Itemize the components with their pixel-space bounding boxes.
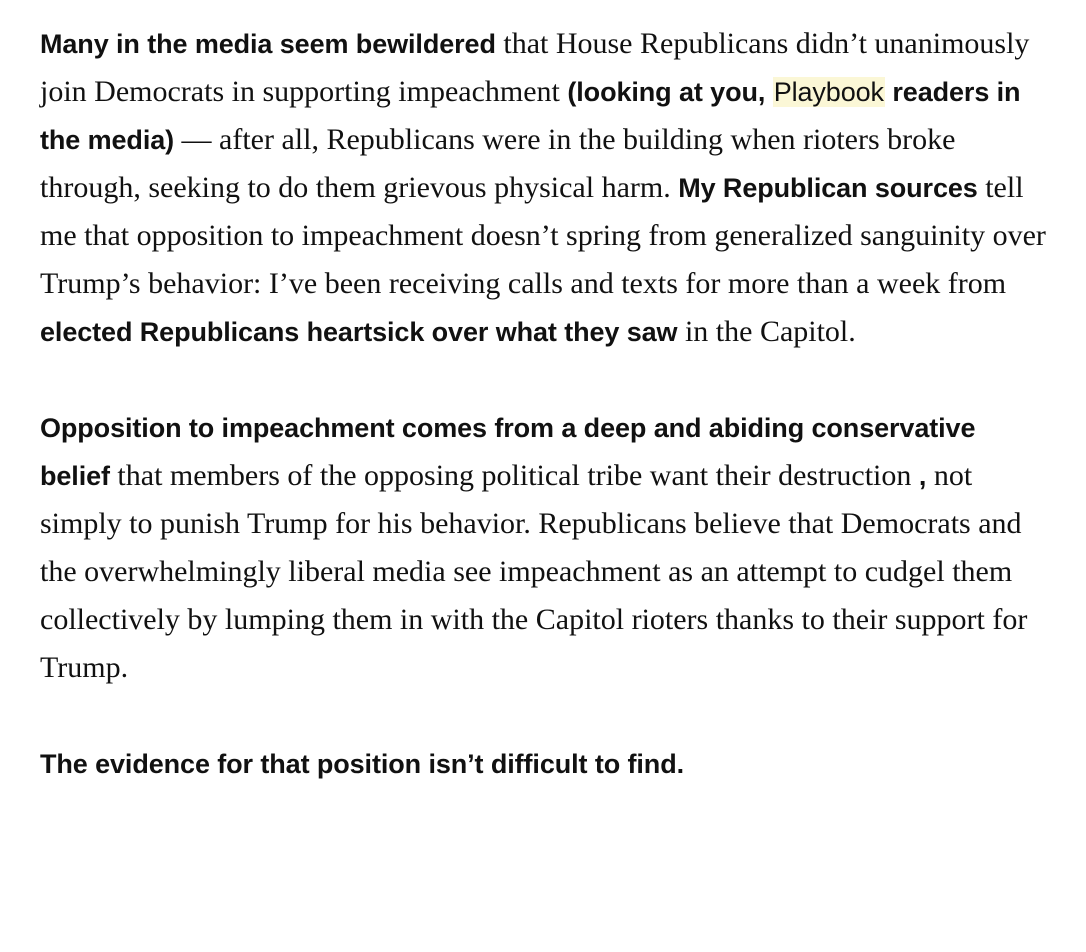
body-text: tell me that opposition to impeachment doesn’t spring from generalized sanguinity over Trump’s behavior: I’ve been receiving calls and texts for more than a week from xyxy=(40,171,1046,300)
bold-phrase: Opposition to impeachment comes from a deep and abiding conservative belief xyxy=(40,413,976,491)
paragraph-3 xyxy=(40,740,1050,788)
paragraph-1 xyxy=(40,20,1050,356)
bold-phrase: readers in the media) xyxy=(40,77,1021,155)
bold-phrase: The evidence for that position isn’t difficult to find. xyxy=(40,749,684,779)
paragraph-2 xyxy=(40,404,1050,692)
body-text: that members of the opposing political tribe want their destruction xyxy=(109,459,919,492)
bold-phrase: My Republican sources xyxy=(678,173,978,203)
body-text: that House Republicans didn’t unanimously join Democrats in supporting impeachment xyxy=(40,27,1030,108)
bold-phrase: , xyxy=(918,461,927,491)
bold-phrase: Many in the media seem bewildered xyxy=(40,29,496,59)
bold-phrase: (looking at you, xyxy=(567,77,773,107)
body-text: — after all, Republicans were in the building when rioters broke through, seeking to do them grievous physical harm. xyxy=(40,123,956,204)
bold-phrase: elected Republicans heartsick over what they saw xyxy=(40,317,678,347)
playbook-link[interactable]: Playbook xyxy=(773,77,884,107)
body-text: in the Capitol. xyxy=(677,315,856,348)
body-text: not simply to punish Trump for his behavior. Republicans believe that Democrats and the overwhelmingly liberal media see impeachment as an attempt to cudgel them collectively by lumping them in with the Capitol rioters thanks to their support for Trump. xyxy=(40,459,1028,684)
article-body xyxy=(40,20,1050,788)
